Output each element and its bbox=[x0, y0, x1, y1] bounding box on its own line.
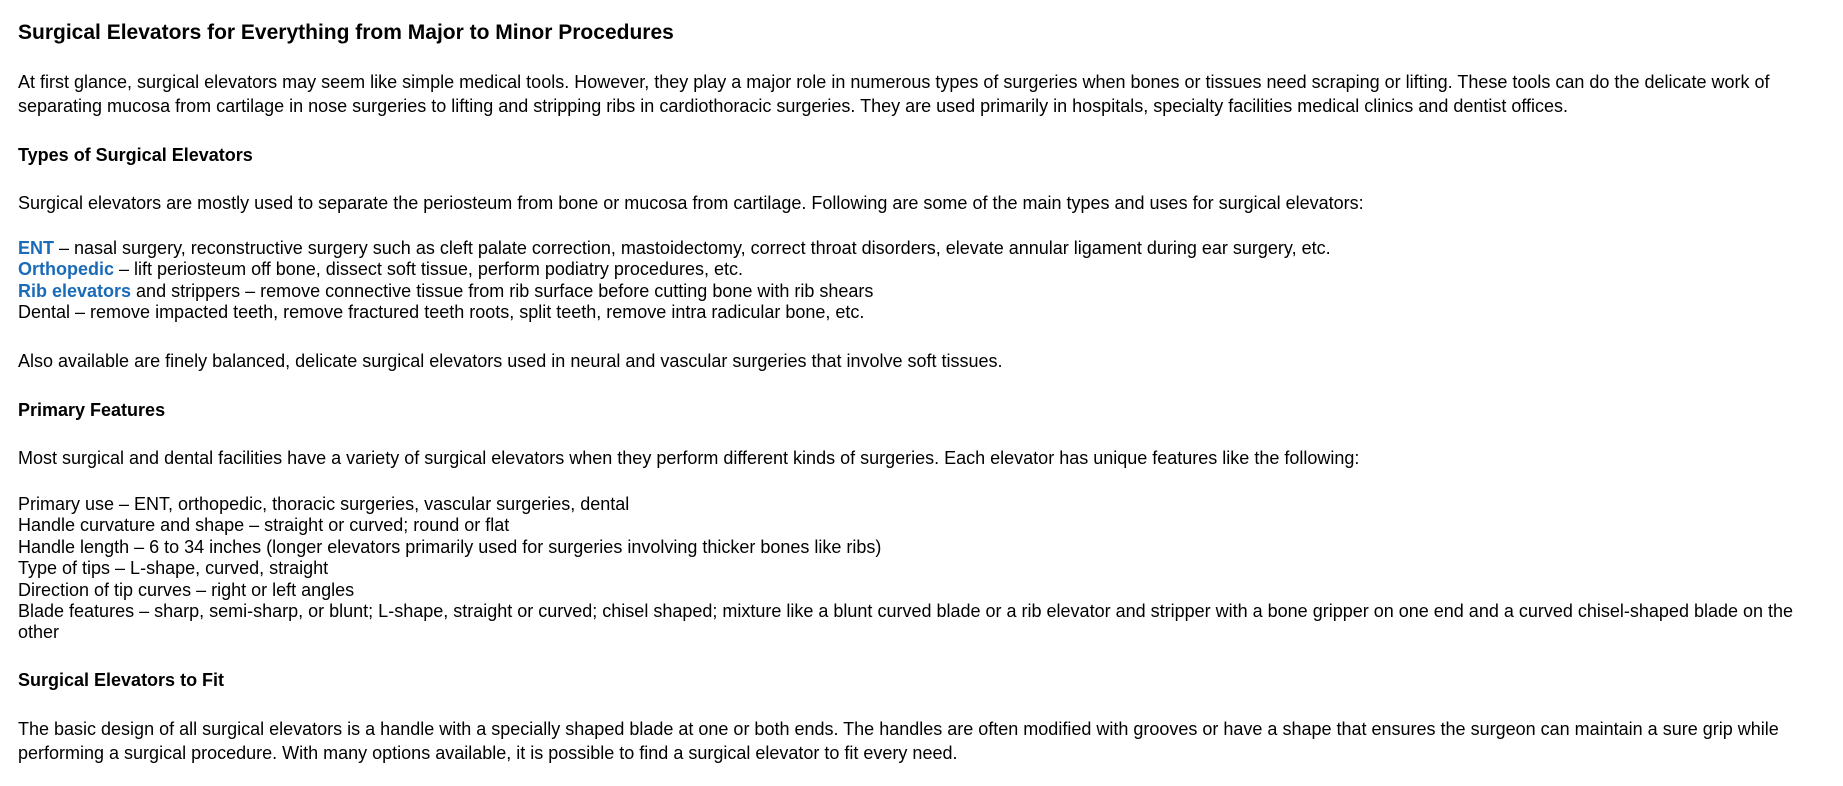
intro-paragraph: At first glance, surgical elevators may seem like simple medical tools. However, they play a major role in numerous types of surgeries when bones or tissues need scraping or lifting. These tools can do the delicate work of separating mucosa from cartilage in nose surgeries to lifting and stripping ribs in cardiothoracic surgeries. They are used primarily in hospitals, specialty facilities medical clinics and dentist offices. bbox=[18, 72, 1770, 116]
list-item bbox=[18, 302, 1825, 323]
types-list bbox=[18, 238, 1825, 324]
list-item: Primary use – ENT, orthopedic, thoracic surgeries, vascular surgeries, dental bbox=[18, 494, 630, 514]
list-item bbox=[18, 259, 1825, 280]
list-item-text: Dental – remove impacted teeth, remove fractured teeth roots, split teeth, remove intra radicular bone, etc. bbox=[18, 302, 865, 323]
page-title: Surgical Elevators for Everything from Major to Minor Procedures bbox=[18, 21, 674, 44]
orthopedic-link[interactable]: Orthopedic bbox=[18, 259, 115, 280]
list-item bbox=[18, 238, 1825, 259]
fit-heading: Surgical Elevators to Fit bbox=[18, 670, 225, 690]
rib-elevators-link[interactable]: Rib elevators bbox=[18, 280, 132, 301]
features-list bbox=[18, 494, 1825, 644]
list-item-text: – lift periosteum off bone, dissect soft tissue, perform podiatry procedures, etc. bbox=[114, 259, 743, 280]
list-item: Direction of tip curves – right or left angles bbox=[18, 579, 355, 600]
types-heading: Types of Surgical Elevators bbox=[18, 145, 253, 165]
features-intro-paragraph: Most surgical and dental facilities have a variety of surgical elevators when they perform different kinds of surgeries. Each elevator has unique features like the following: bbox=[18, 448, 1360, 468]
list-item: Type of tips – L-shape, curved, straight bbox=[18, 558, 329, 579]
types-intro-paragraph: Surgical elevators are mostly used to separate the periosteum from bone or mucosa from cartilage. Following are some of the main types and uses for surgical elevators: bbox=[18, 193, 1364, 213]
ent-link[interactable]: ENT bbox=[18, 238, 54, 258]
list-item-text: – nasal surgery, reconstructive surgery such as cleft palate correction, mastoidectomy, correct throat disorders, elevate annular ligament during ear surgery, etc. bbox=[54, 238, 1331, 258]
list-item: Handle length – 6 to 34 inches (longer elevators primarily used for surgeries involving thicker bones like ribs) bbox=[18, 536, 882, 557]
list-item-text: and strippers – remove connective tissue from rib surface before cutting bone with rib shears bbox=[131, 280, 874, 301]
fit-paragraph: The basic design of all surgical elevators is a handle with a specially shaped blade at one or both ends. The handles are often modified with grooves or have a shape that ensures the surgeon can maintain a sure grip while performing a surgical procedure. With many options available, it is possible to find a surgical elevator to fit every need. bbox=[18, 719, 1779, 763]
list-item: Handle curvature and shape – straight or curved; round or flat bbox=[18, 515, 510, 536]
list-item bbox=[18, 281, 1825, 302]
types-outro-paragraph: Also available are finely balanced, delicate surgical elevators used in neural and vascular surgeries that involve soft tissues. bbox=[18, 351, 1003, 371]
features-heading: Primary Features bbox=[18, 400, 166, 420]
list-item: Blade features – sharp, semi-sharp, or blunt; L-shape, straight or curved; chisel shaped; mixture like a blunt curved blade or a rib elevator and stripper with a bone gripper on one end and a curved chisel-shaped blade on the other bbox=[18, 601, 1794, 643]
